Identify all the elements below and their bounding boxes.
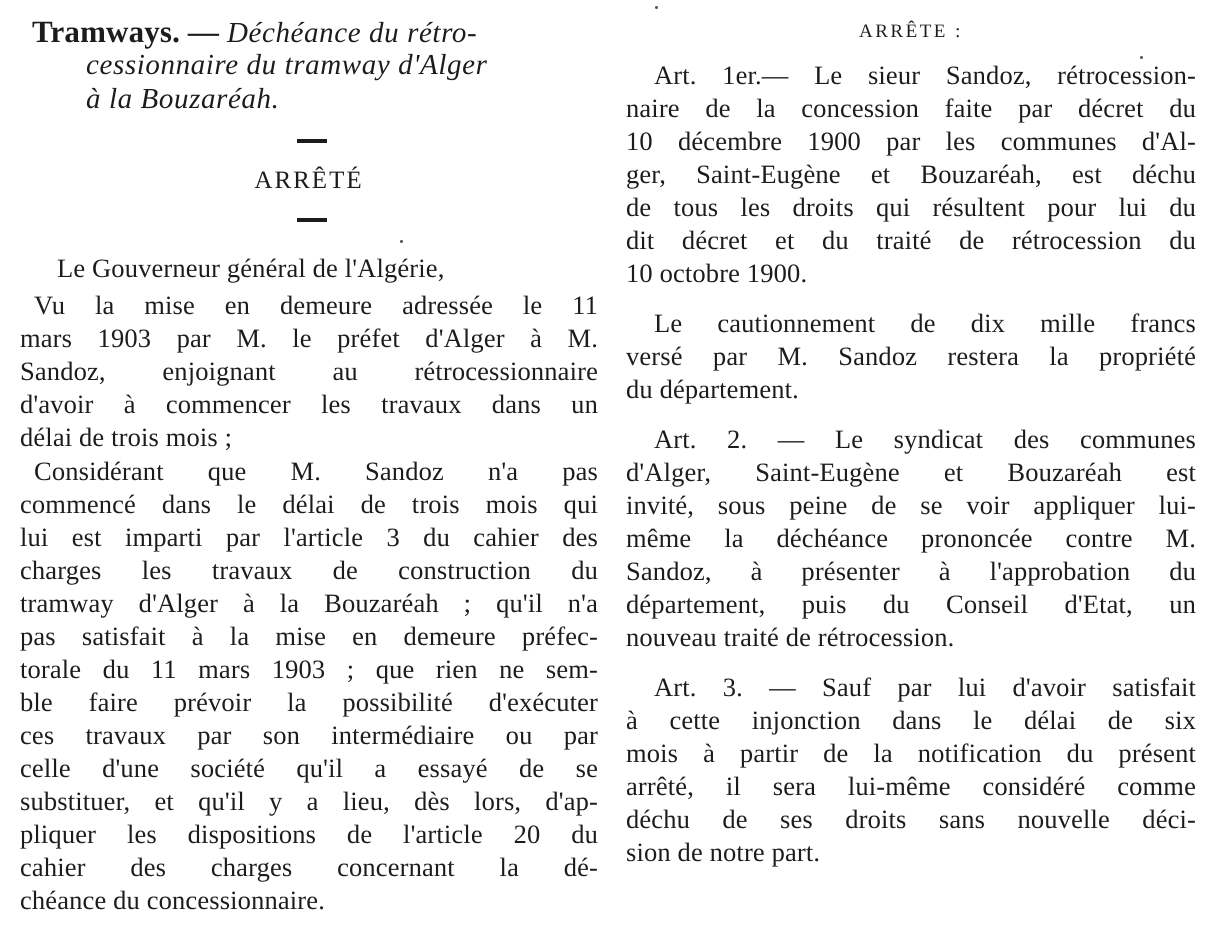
text-line: d'Alger, Saint-Eugène et Bouzaréah est (626, 457, 1196, 487)
text-line: torale du 11 mars 1903 ; que rien ne sem- (20, 654, 598, 684)
article-title-subject: Déchéance du rétro- (226, 17, 478, 49)
text-line: ces travaux par son intermédiaire ou par (20, 720, 598, 750)
text-line: sion de notre part. (626, 837, 821, 867)
text-line: pliquer les dispositions de l'article 20 du (20, 819, 598, 849)
text-line: tramway d'Alger à la Bouzaréah ; qu'il n'a (20, 588, 598, 618)
text-line: lui est imparti par l'article 3 du cahier des (20, 522, 598, 552)
article-title-line-2: cessionnaire du tramway d'Alger (86, 49, 488, 81)
text-line: Art. 1er.— Le sieur Sandoz, rétrocession- (654, 60, 1196, 90)
text-line: naire de la concession faite par décret du (626, 93, 1196, 123)
text-line: substituer, et qu'il y a lieu, dès lors, d'ap- (20, 786, 598, 816)
title-dash: — (180, 14, 227, 49)
print-speck (1140, 56, 1143, 59)
text-line: invité, sous peine de se voir appliquer lui- (626, 490, 1196, 520)
text-line: du département. (626, 374, 799, 404)
text-line: Sandoz, à présenter à l'approbation du (626, 556, 1196, 586)
text-line: mois à partir de la notification du présent (626, 738, 1196, 768)
text-line: versé par M. Sandoz restera la propriété (626, 341, 1196, 371)
governor-line: Le Gouverneur général de l'Algérie, (57, 253, 445, 283)
text-line: même la déchéance prononcée contre M. (626, 523, 1196, 553)
text-line: nouveau traité de rétrocession. (626, 622, 955, 652)
print-speck (400, 240, 403, 243)
text-line: ger, Saint-Eugène et Bouzaréah, est déchu (626, 159, 1196, 189)
text-line: Art. 2. — Le syndicat des communes (654, 424, 1196, 454)
text-line: d'avoir à commencer les travaux dans un (20, 389, 598, 419)
separator-dash (297, 218, 327, 222)
text-line: chéance du concessionnaire. (20, 885, 325, 915)
print-speck (655, 6, 658, 9)
article-title-line-3: à la Bouzaréah. (86, 83, 280, 115)
text-line: de tous les droits qui résultent pour lui du (626, 192, 1196, 222)
text-line: mars 1903 par M. le préfet d'Alger à M. (20, 323, 598, 353)
text-line: déchu de ses droits sans nouvelle déci- (626, 804, 1196, 834)
text-line: Vu la mise en demeure adressée le 11 (34, 290, 598, 320)
article-title-lead: Tramways. (32, 14, 181, 49)
text-line: cahier des charges concernant la dé- (20, 852, 598, 882)
text-line: 10 octobre 1900. (626, 258, 808, 288)
text-line: délai de trois mois ; (20, 422, 233, 452)
text-line: à cette injonction dans le délai de six (626, 705, 1196, 735)
text-line: pas satisfait à la mise en demeure préfec- (20, 621, 598, 651)
text-line: Sandoz, enjoignant au rétrocessionnaire (20, 356, 598, 386)
decree-heading: ARRÊTE : (859, 21, 963, 42)
article-title-line-1 (32, 14, 478, 49)
text-line: Considérant que M. Sandoz n'a pas (34, 456, 598, 486)
text-line: Le cautionnement de dix mille francs (654, 308, 1196, 338)
text-line: Art. 3. — Sauf par lui d'avoir satisfait (654, 672, 1196, 702)
text-line: charges les travaux de construction du (20, 555, 598, 585)
text-line: dit décret et du traité de rétrocession du (626, 225, 1196, 255)
text-line: département, puis du Conseil d'Etat, un (626, 589, 1196, 619)
text-line: celle d'une société qu'il a essayé de se (20, 753, 598, 783)
text-line: ble faire prévoir la possibilité d'exécuter (20, 687, 598, 717)
separator-dash (297, 139, 327, 143)
text-line: 10 décembre 1900 par les communes d'Al- (626, 126, 1196, 156)
text-line: commencé dans le délai de trois mois qui (20, 489, 598, 519)
text-line: arrêté, il sera lui-même considéré comme (626, 771, 1196, 801)
section-heading: ARRÊTÉ (254, 167, 364, 194)
